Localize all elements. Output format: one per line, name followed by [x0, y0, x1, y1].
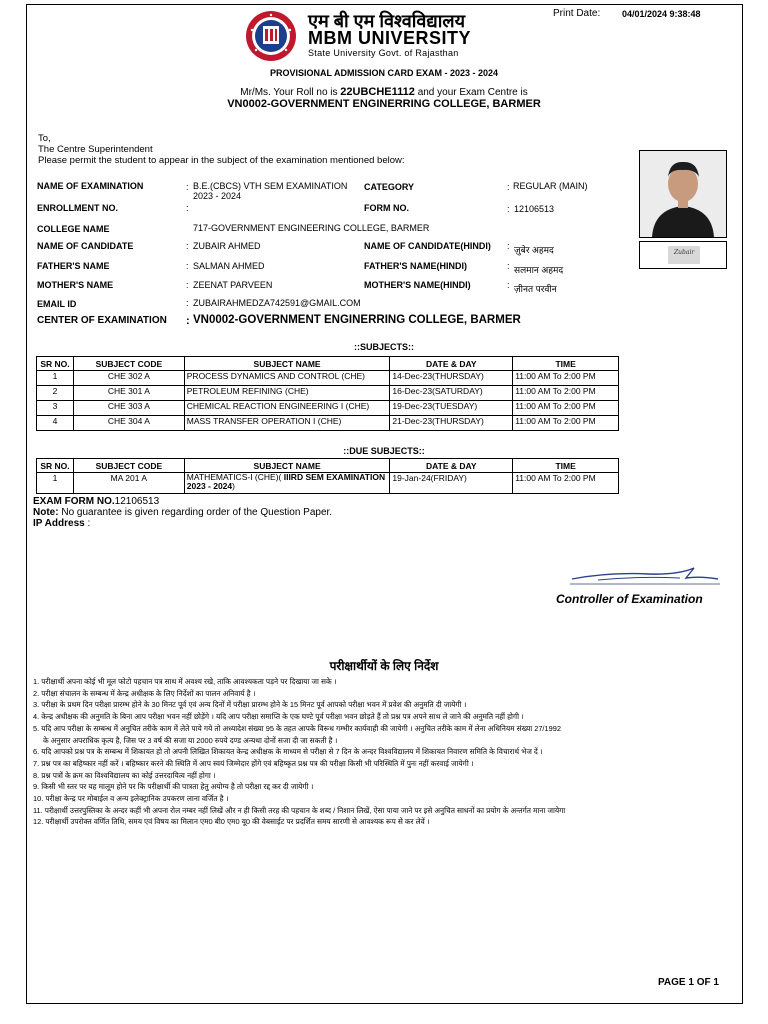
instruction-item: 4. केन्द्र अधीक्षक की अनुमति के बिना आप परीक्षा भवन नहीं छोड़ेंगे । यदि आप परीक्षा समाप्ति के एक घण्टे पूर्व परीक्षा भवन छोड़ते हैं तो प्रश्न पत्र अपने साथ ले जाने की अनुमति नहीं होगी ।: [33, 712, 524, 722]
enrollment-label: ENROLLMENT NO.: [37, 203, 118, 213]
subject-name-cell: [184, 473, 390, 494]
email-value: ZUBAIRAHMEDZA742591@GMAIL.COM: [193, 298, 361, 308]
ip-address-value: :: [84, 518, 91, 529]
subjects-table: [36, 356, 619, 431]
subject-code-cell: MA 201 A: [73, 473, 184, 494]
instruction-item: 7. प्रश्न पत्र का बहिष्कार नहीं करें । बहिष्कार करने की स्थिति में आप स्वयं जिम्मेदार होंगे एवं बहिष्कृत प्रश्न पत्र की परीक्षा किसी भी परिस्थिति में पुनः नहीं करवाई जायेगी ।: [33, 758, 474, 768]
table-row: [37, 386, 619, 401]
candidate-photo-icon: [640, 151, 726, 237]
time-cell: 11:00 AM To 2:00 PM: [513, 371, 619, 386]
header-sr-no: SR NO.: [37, 357, 74, 371]
exam-form-value: 12106513: [114, 496, 160, 507]
instruction-item: 1. परीक्षार्थी अपना कोई भी मूल फोटो पहचान पत्र साथ में अवश्य रखे, ताकि आवश्यकता पड़ने पर दिखाया जा सके ।: [33, 677, 337, 686]
colon: :: [507, 280, 510, 290]
colon: :: [186, 182, 189, 192]
header-subject-name: SUBJECT NAME: [184, 357, 390, 371]
instruction-item: 11. परीक्षार्थी उत्तरपुस्तिका के अन्दर कहीं भी अपना रोल नम्बर नहीं लिखें और न ही किसी तरह की पहचान के शब्द / निशान लिखें, ऐसा पाया जाने पर इसे अनुचित साधनों का प्रयोग के अन्तर्गत माना जायेगा: [33, 805, 566, 815]
instruction-item: 8. प्रश्न पत्रों के क्रम का विश्वविद्यालय का कोई उत्तरदायित्व नहीं होगा ।: [33, 770, 216, 780]
date-day-cell: 19-Dec-23(TUESDAY): [390, 401, 513, 416]
candidate-signature-box: [639, 241, 727, 269]
subject-code-cell: CHE 301 A: [73, 386, 184, 401]
father-name-value: SALMAN AHMED: [193, 261, 265, 271]
email-label: EMAIL ID: [37, 299, 77, 309]
colon: :: [186, 280, 189, 290]
table-row: [37, 401, 619, 416]
roll-suffix: and your Exam Centre is: [417, 87, 528, 98]
colon: :: [186, 298, 189, 308]
address-request: Please permit the student to appear in the subject of the examination mentioned below:: [38, 155, 405, 166]
colon: :: [186, 241, 189, 251]
instruction-item: 5. यदि आप परीक्षा के सम्बन्ध में अनुचित तरीके काम में लेते पाये गये तो अध्यादेश संख्या 95 के तहत आपके विरूध गम्भीर कार्यवाही की जायेगी । अनुचित तरीके काम में लेना अधिनियम संख्या 27/1992: [33, 723, 561, 733]
due-subject-close: ): [232, 481, 235, 491]
ip-address-line: [33, 518, 90, 529]
candidate-signature: [668, 246, 700, 264]
subjects-header-row: [37, 357, 619, 371]
college-value: 717-GOVERNMENT ENGINEERING COLLEGE, BARMER: [193, 223, 430, 233]
subject-code-cell: CHE 303 A: [73, 401, 184, 416]
exam-name-value-line1: B.E.(CBCS) VTH SEM EXAMINATION: [193, 181, 348, 191]
colon: :: [507, 204, 510, 214]
subject-name-cell: PETROLEUM REFINING (CHE): [184, 386, 390, 401]
instruction-item: 12. परीक्षार्थी उपरोक्त वर्णित तिथि, समय एवं विषय का मिलान एम0 बी0 एम0 यू0 की वेबसाईट पर प्रदर्शित समय सारणी से आवश्यक रूप से कर लेवें ।: [33, 817, 430, 827]
candidate-name-value: ZUBAIR AHMED: [193, 241, 261, 251]
table-row: [37, 371, 619, 386]
date-day-cell: 21-Dec-23(THURSDAY): [390, 416, 513, 431]
university-subtitle: State University Govt. of Rajasthan: [308, 48, 459, 58]
instruction-item: 3. परीक्षा के प्रथम दिन परीक्षा प्रारम्भ होने के 30 मिनट पूर्व एवं अन्य दिनों में परीक्षा प्रारम्भ होने के 15 मिनट पूर्व आपको परीक्षा भवन में प्रवेश की अनुमति दी जायेगी ।: [33, 700, 467, 710]
card-title: PROVISIONAL ADMISSION CARD EXAM - 2023 - 2024: [269, 68, 499, 78]
mother-name-value: ZEENAT PARVEEN: [193, 280, 273, 290]
candidate-name-hindi-label: NAME OF CANDIDATE(HINDI): [364, 241, 491, 251]
form-no-value: 12106513: [514, 204, 555, 214]
candidate-name-label: NAME OF CANDIDATE: [37, 241, 134, 251]
center-value: VN0002-GOVERNMENT ENGINERRING COLLEGE, BARMER: [193, 314, 521, 326]
colon: :: [507, 261, 510, 271]
colon: :: [186, 315, 190, 327]
instruction-item: 9. किसी भी स्तर पर यह मालूम होने पर कि परीक्षार्थी की पात्रता हेतु अयोग्य है तो परीक्षा रद्द कर दी जायेगी ।: [33, 782, 314, 792]
address-recipient: The Centre Superintendent: [38, 144, 153, 155]
header-subject-name: SUBJECT NAME: [184, 459, 390, 473]
note-line: [33, 507, 332, 518]
header-subject-code: SUBJECT CODE: [73, 459, 184, 473]
candidate-photo: [639, 150, 727, 238]
instruction-item: के अनुसार अपराधिक कृत्य है, जिस पर 3 वर्ष की सजा या 2000 रुपये दण्ड अन्यथा दोनों सजा दी जा सकती है ।: [43, 735, 338, 745]
roll-number: 22UBCHE1112: [340, 86, 415, 98]
subject-name-cell: MASS TRANSFER OPERATION I (CHE): [184, 416, 390, 431]
exam-name-label: NAME OF EXAMINATION: [37, 181, 144, 191]
subject-code-cell: CHE 302 A: [73, 371, 184, 386]
header-time: TIME: [513, 357, 619, 371]
instruction-item: 6. यदि आपको प्रश्न पत्र के सम्बन्ध में शिकायत हो तो अपनी लिखित शिकायत केन्द्र अधीक्षक के माध्यम से परीक्षा से 7 दिन के अन्दर विश्वविद्यालय में शिकायत निवारण समिति के विचारार्थ भेज दें ।: [33, 747, 543, 757]
father-name-hindi-value: सलमान अहमद: [514, 265, 564, 275]
date-day-cell: 16-Dec-23(SATURDAY): [390, 386, 513, 401]
header-time: TIME: [513, 459, 619, 473]
father-name-hindi-label: FATHER'S NAME(HINDI): [364, 261, 467, 271]
controller-signature-icon: [568, 560, 722, 588]
instruction-item: 2. परीक्षा संचालन के सम्बन्ध में केन्द्र अधीक्षक के लिए निर्देशों का पालन अनिवार्य है ।: [33, 688, 256, 698]
time-cell: 11:00 AM To 2:00 PM: [513, 473, 619, 494]
form-no-label: FORM NO.: [364, 203, 409, 213]
due-subjects-table: [36, 458, 619, 494]
university-name-english: MBM UNIVERSITY: [308, 28, 472, 48]
time-cell: 11:00 AM To 2:00 PM: [513, 416, 619, 431]
father-name-label: FATHER'S NAME: [37, 261, 110, 271]
due-subject-exam: IIIRD SEM EXAMINATION 2023 - 2024: [186, 472, 386, 491]
sr-no-cell: 3: [37, 401, 74, 416]
sr-no-cell: 1: [37, 473, 74, 494]
header-date-day: DATE & DAY: [390, 459, 513, 473]
mother-name-label: MOTHER'S NAME: [37, 280, 114, 290]
print-date-value: 04/01/2024 9:38:48: [622, 9, 701, 19]
mother-name-hindi-label: MOTHER'S NAME(HINDI): [364, 280, 471, 290]
time-cell: 11:00 AM To 2:00 PM: [513, 401, 619, 416]
sr-no-cell: 2: [37, 386, 74, 401]
date-day-cell: 14-Dec-23(THURSDAY): [390, 371, 513, 386]
ip-address-label: IP Address: [33, 518, 85, 529]
candidate-signature-text: Zubair: [674, 249, 695, 256]
university-logo-icon: [240, 10, 302, 62]
note-text: No guarantee is given regarding order of the Question Paper.: [58, 507, 333, 518]
print-date-label: Print Date:: [553, 8, 601, 19]
subject-name-cell: PROCESS DYNAMICS AND CONTROL (CHE): [184, 371, 390, 386]
address-to: To,: [38, 133, 51, 144]
subject-name-cell: CHEMICAL REACTION ENGINEERING I (CHE): [184, 401, 390, 416]
exam-centre-heading: VN0002-GOVERNMENT ENGINERRING COLLEGE, BARMER: [227, 98, 541, 110]
table-row: [37, 416, 619, 431]
roll-line: [0, 86, 768, 98]
time-cell: 11:00 AM To 2:00 PM: [513, 386, 619, 401]
instruction-item: 10. परीक्षा केन्द्र पर मोबाईल व अन्य इलेक्ट्रानिक उपकरण लाना वर्जित है ।: [33, 794, 229, 804]
due-subjects-header-row: [37, 459, 619, 473]
note-label: Note:: [33, 507, 59, 518]
sr-no-cell: 4: [37, 416, 74, 431]
center-label: CENTER OF EXAMINATION: [37, 315, 167, 326]
sr-no-cell: 1: [37, 371, 74, 386]
table-row: [37, 473, 619, 494]
colon: :: [186, 261, 189, 271]
category-value: REGULAR (MAIN): [513, 181, 588, 191]
colon: :: [186, 203, 189, 213]
colon: :: [507, 241, 510, 251]
header-date-day: DATE & DAY: [390, 357, 513, 371]
category-label: CATEGORY: [364, 182, 415, 192]
header-sr-no: SR NO.: [37, 459, 74, 473]
roll-prefix: Mr/Ms. Your Roll no is: [240, 87, 338, 98]
instructions-title: परीक्षार्थीयों के लिए निर्देश: [329, 659, 439, 673]
exam-form-label: EXAM FORM NO.: [33, 496, 115, 507]
header-subject-code: SUBJECT CODE: [73, 357, 184, 371]
exam-form-line: [33, 496, 159, 507]
university-name-hindi: एम बी एम विश्वविद्यालय: [308, 11, 466, 31]
subject-code-cell: CHE 304 A: [73, 416, 184, 431]
exam-name-value-line2: 2023 - 2024: [193, 191, 242, 201]
due-subjects-title: ::DUE SUBJECTS::: [343, 446, 425, 456]
page-number: PAGE 1 OF 1: [658, 977, 719, 988]
due-subject-name: MATHEMATICS-I (CHE)(: [186, 472, 284, 482]
candidate-name-hindi-value: ज़ुबेर अहमद: [514, 245, 554, 255]
college-label: COLLEGE NAME: [37, 224, 110, 234]
subjects-title: ::SUBJECTS::: [354, 342, 414, 352]
controller-of-examination: Controller of Examination: [556, 592, 703, 606]
date-day-cell: 19-Jan-24(FRIDAY): [390, 473, 513, 494]
instructions-list: [33, 676, 733, 828]
colon: :: [507, 182, 510, 192]
mother-name-hindi-value: ज़ीनत परवीन: [514, 284, 557, 294]
